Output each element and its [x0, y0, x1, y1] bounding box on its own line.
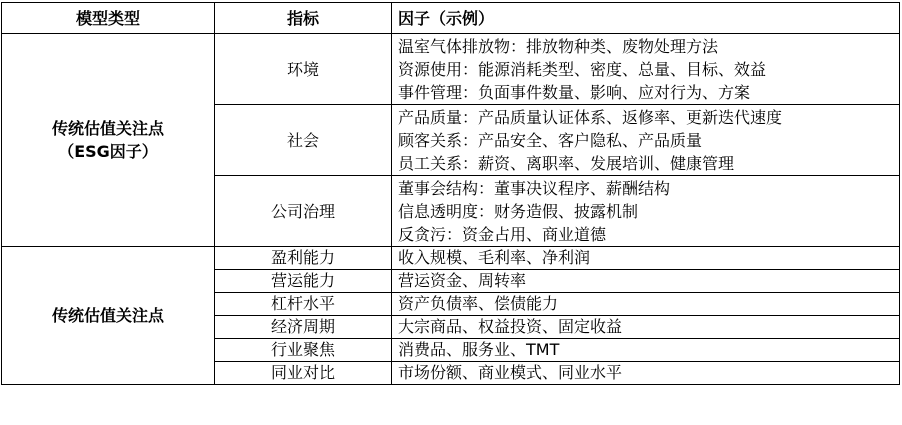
table-row — [2, 247, 900, 270]
factor-line: 信息透明度：财务造假、披露机制 — [398, 202, 639, 221]
factor-line: 大宗商品、权益投资、固定收益 — [398, 317, 623, 336]
factors-operating — [392, 270, 900, 293]
factors-peer-comparison — [392, 362, 900, 385]
model-type-label: 传统估值关注点 — [51, 119, 164, 138]
factor-line: 市场份额、商业模式、同业水平 — [398, 363, 623, 382]
indicator-industry-focus: 行业聚焦 — [215, 339, 392, 362]
factor-line: 董事会结构：董事决议程序、薪酬结构 — [398, 179, 671, 198]
indicator-environment: 环境 — [215, 34, 392, 105]
factor-line: 员工关系：薪资、离职率、发展培训、健康管理 — [398, 154, 735, 173]
factor-line: 反贪污：资金占用、商业道德 — [398, 225, 607, 244]
header-model-type: 模型类型 — [2, 3, 215, 34]
table-row — [2, 34, 900, 105]
factor-line: 消费品、服务业、TMT — [398, 340, 560, 359]
indicator-governance: 公司治理 — [215, 176, 392, 247]
factor-line: 顾客关系：产品安全、客户隐私、产品质量 — [398, 131, 703, 150]
factors-governance — [392, 176, 900, 247]
factor-line: 资源使用：能源消耗类型、密度、总量、目标、效益 — [398, 60, 767, 79]
valuation-factor-table — [1, 2, 900, 385]
factor-line: 事件管理：负面事件数量、影响、应对行为、方案 — [398, 83, 751, 102]
indicator-profitability: 盈利能力 — [215, 247, 392, 270]
indicator-social: 社会 — [215, 105, 392, 176]
factor-line: 收入规模、毛利率、净利润 — [398, 248, 591, 267]
factor-line: 温室气体排放物：排放物种类、废物处理方法 — [398, 37, 719, 56]
factor-line: 营运资金、周转率 — [398, 271, 527, 290]
header-indicator: 指标 — [215, 3, 392, 34]
factors-leverage — [392, 293, 900, 316]
model-type-traditional: 传统估值关注点 — [2, 247, 215, 385]
factor-line: 资产负债率、偿债能力 — [398, 294, 559, 313]
model-type-sublabel: （ESG因子） — [58, 142, 158, 161]
model-type-esg — [2, 34, 215, 247]
factors-industry-focus — [392, 339, 900, 362]
indicator-peer-comparison: 同业对比 — [215, 362, 392, 385]
factors-environment — [392, 34, 900, 105]
header-factors: 因子（示例） — [392, 3, 900, 34]
indicator-economic-cycle: 经济周期 — [215, 316, 392, 339]
indicator-operating: 营运能力 — [215, 270, 392, 293]
table-header-row — [2, 3, 900, 34]
factors-economic-cycle — [392, 316, 900, 339]
factor-line: 产品质量：产品质量认证体系、返修率、更新迭代速度 — [398, 108, 783, 127]
factors-social — [392, 105, 900, 176]
indicator-leverage: 杠杆水平 — [215, 293, 392, 316]
factors-profitability — [392, 247, 900, 270]
